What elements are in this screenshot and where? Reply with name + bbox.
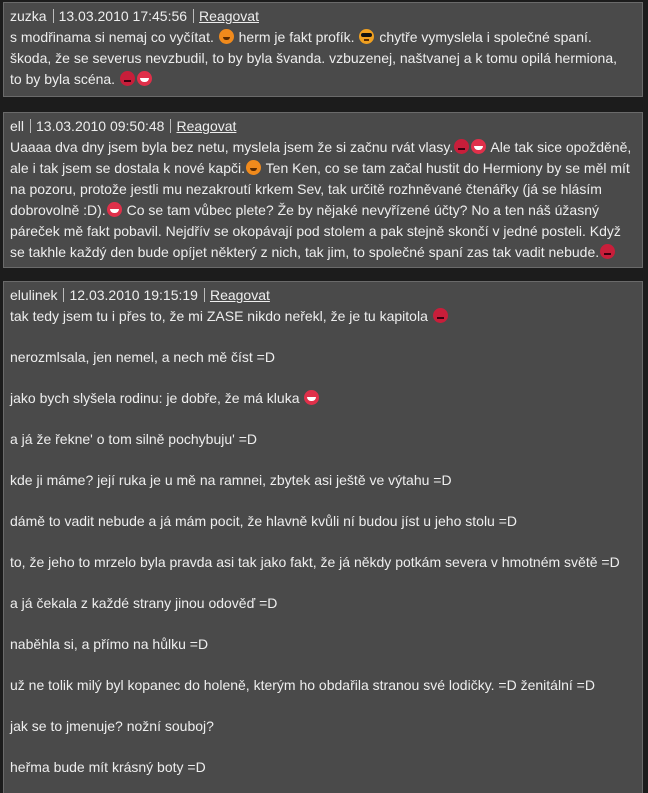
comment-card <box>3 112 643 268</box>
grin-icon <box>304 390 319 405</box>
comment-text: tak tedy jsem tu i přes to, že mi ZASE nikdo neřekl, že je tu kapitola <box>10 308 428 324</box>
comment-paragraph: a já že řekne' o tom silně pochybuju' =D <box>10 431 257 447</box>
comment-author: elulinek <box>10 287 58 303</box>
header-divider <box>63 288 64 302</box>
comment-text: chytře vymyslela i společné spaní. <box>379 29 592 45</box>
devil-icon <box>433 308 448 323</box>
grin-icon <box>107 202 122 217</box>
comment-card <box>3 281 643 793</box>
comment-paragraph: jak se to jmenuje? nožní souboj? <box>10 718 214 734</box>
comment-author: ell <box>10 118 25 134</box>
comment-paragraph <box>10 306 636 327</box>
header-divider <box>204 288 205 302</box>
comment-text: Uaaaa dva dny jsem byla bez netu, myslela jsem že si začnu rvát vlasy. <box>10 139 454 155</box>
comment-text: škoda, že se severus nevzbudil, to by byla švanda. vzbuzenej, naštvanej a k tomu opilá hermiona, <box>10 50 618 66</box>
comment-paragraph: a já čekala z každé strany jinou odověď =D <box>10 595 278 611</box>
comment-card <box>3 2 643 97</box>
comment-text: to by byla scéna. <box>10 71 116 87</box>
comment-date: 12.03.2010 19:15:19 <box>69 287 198 303</box>
header-divider <box>193 9 194 23</box>
comment-text: Ale tak sice opožděně, ale i tak jsem se dostala k nové kapči. <box>10 139 632 176</box>
comment-body <box>10 27 636 90</box>
comment-date: 13.03.2010 17:45:56 <box>58 8 188 24</box>
header-divider <box>53 9 54 23</box>
comment-author: zuzka <box>10 8 47 24</box>
comment-paragraph: kde ji máme? její ruka je u mě na ramnei, zbytek asi ještě ve výtahu =D <box>10 472 452 488</box>
comment-paragraph: naběhla si, a přímo na hůlku =D <box>10 636 209 652</box>
comment-text: jako bych slyšela rodinu: je dobře, že má kluka <box>10 390 300 406</box>
comment-header <box>10 116 636 137</box>
comment-text: s modřinama si nemaj co vyčítat. <box>10 29 214 45</box>
comment-text: Ten Ken, co se tam začal hustit do Hermiony by se měl mít na pozoru, protože jestli mu nezakroutí krkem Sev, tak určitě rozhněvané čtenářky (já se hlásím dobrovolně :D). <box>10 160 630 218</box>
smile-icon <box>219 29 234 44</box>
comment-paragraph <box>10 388 636 409</box>
grin-icon <box>471 139 486 154</box>
comment-paragraph: nerozmlsala, jen nemel, a nech mě číst =D <box>10 349 275 365</box>
header-divider <box>30 119 31 133</box>
header-divider <box>170 119 171 133</box>
cool-icon <box>359 29 374 44</box>
emoticon-group <box>453 137 487 158</box>
reply-link[interactable]: Reagovat <box>176 118 237 134</box>
comment-body <box>10 137 636 263</box>
comment-paragraph: heřma bude mít krásný boty =D <box>10 759 206 775</box>
devil-icon <box>454 139 469 154</box>
comment-body <box>10 306 636 778</box>
comment-paragraph: to, že jeho to mrzelo byla pravda asi tak jako fakt, že já někdy potkám severa v hmotném světě =D <box>10 554 620 570</box>
reply-link[interactable]: Reagovat <box>199 8 259 24</box>
devil-icon <box>600 244 615 259</box>
smile-icon <box>246 160 261 175</box>
comment-text: herm je fakt profík. <box>238 29 355 45</box>
reply-link[interactable]: Reagovat <box>209 287 270 303</box>
comment-text: Co se tam vůbec plete? Že by nějaké nevyřízené účty? No a ten náš úžasný páreček mě fakt pobavil. Nejdřív se okopávají pod stolem a pak stejně skončí v jedné posteli. Když se takhle každý den bude opíjet některý z nich, tak jim, to společné spaní zas tak vadit nebude. <box>10 202 621 260</box>
comment-header <box>10 285 636 306</box>
comment-paragraph: už ne tolik milý byl kopanec do holeně, kterým ho obdařila stranou své lodičky. =D ženitální =D <box>10 677 595 693</box>
comment-paragraph: dámě to vadit nebude a já mám pocit, že hlavně kvůli ní budou jíst u jeho stolu =D <box>10 513 518 529</box>
devil-icon <box>120 71 135 86</box>
comment-date: 13.03.2010 09:50:48 <box>36 118 165 134</box>
comment-header <box>10 6 636 27</box>
emoticon-group <box>119 69 153 90</box>
grin-icon <box>137 71 152 86</box>
